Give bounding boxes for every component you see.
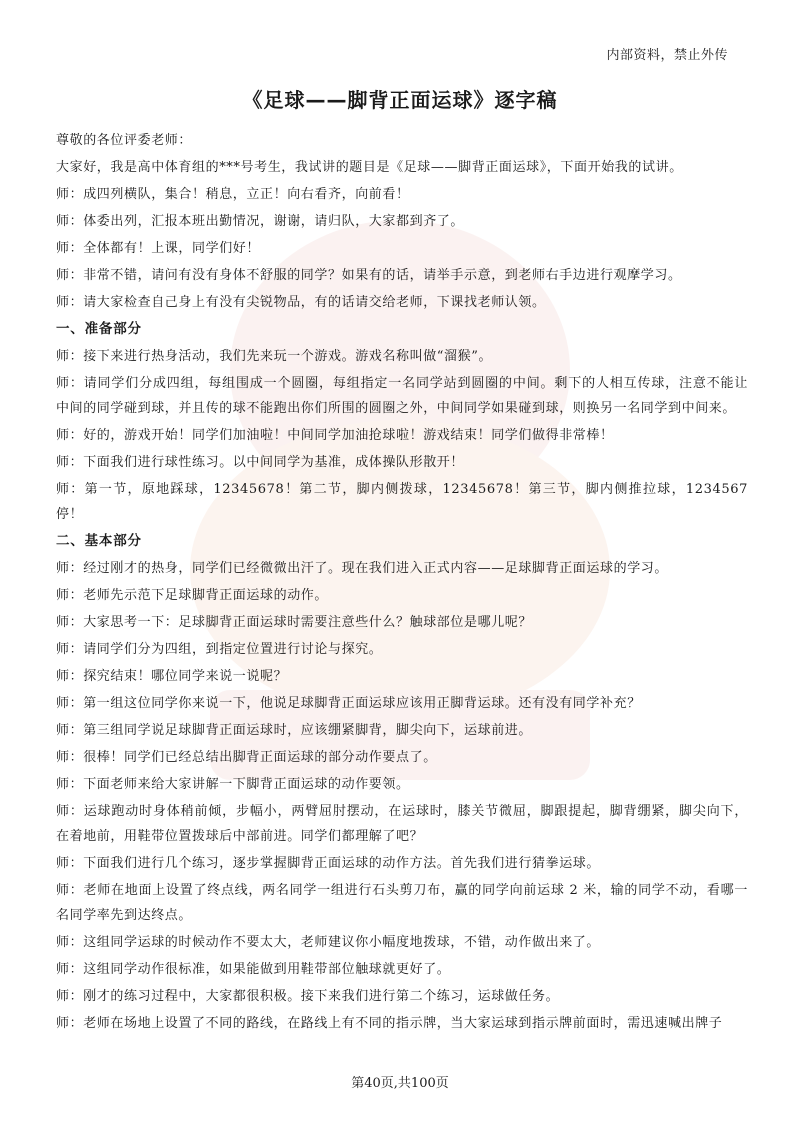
paragraph: 师：探究结束！哪位同学来说一说呢？ <box>56 669 288 684</box>
page-number: 第40页,共100页 <box>351 1076 449 1091</box>
paragraph: 师：大家思考一下：足球脚背正面运球时需要注意些什么？触球部位是哪儿呢？ <box>56 615 533 630</box>
paragraph: 师：刚才的练习过程中，大家都很积极。接下来我们进行第二个练习，运球做任务。 <box>56 989 560 1004</box>
paragraph: 师：老师在地面上设置了终点线，两名同学一组进行石头剪刀布，赢的同学向前运球 2 米，输的同学不动，看哪一名同学率先到达终点。 <box>56 883 748 923</box>
paragraph: 师：下面我们进行几个练习，逐步掌握脚背正面运球的动作方法。首先我们进行猜拳运球。 <box>56 856 601 871</box>
paragraph: 师：非常不错，请问有没有身体不舒服的同学？如果有的话，请举手示意，到老师右手边进行观摩学习。 <box>56 268 682 283</box>
paragraph: 大家好，我是高中体育组的***号考生，我试讲的题目是《足球——脚背正面运球》，下面开始我的试讲。 <box>56 160 683 175</box>
paragraph: 师：这组同学动作很标准，如果能做到用鞋带部位触球就更好了。 <box>56 962 451 977</box>
paragraph: 师：请同学们分成四组，每组围成一个圆圈，每组指定一名同学站到圆圈的中间。剩下的人相互传球，注意不能让中间的同学碰到球，并且传的球不能跑出你们所围的圆圈之外，中间同学如果碰到球，则换另一名同学到中间来。 <box>56 376 748 416</box>
paragraph: 师：第一节，原地踩球，12345678！第二节，脚内侧拨球，12345678！第三节，脚内侧推拉球，1234567停！ <box>56 482 748 522</box>
paragraph: 师：下面老师来给大家讲解一下脚背正面运球的动作要领。 <box>56 777 410 792</box>
paragraph: 师：成四列横队，集合！稍息，立正！向右看齐，向前看！ <box>56 187 410 202</box>
paragraph: 师：接下来进行热身活动，我们先来玩一个游戏。游戏名称叫做“溜猴”。 <box>56 349 493 364</box>
paragraph: 师：老师在场地上设置了不同的路线，在路线上有不同的指示牌，当大家运球到指示牌前面时，需迅速喊出牌子 <box>56 1016 723 1031</box>
document-title: 《足球——脚背正面运球》逐字稿 <box>242 88 558 112</box>
section-heading: 二、基本部分 <box>56 533 142 549</box>
paragraph: 师：这组同学运球的时候动作不要太大，老师建议你小幅度地拨球，不错，动作做出来了。 <box>56 935 601 950</box>
section-heading: 一、准备部分 <box>56 321 142 337</box>
paragraph: 师：体委出列，汇报本班出勤情况，谢谢，请归队，大家都到齐了。 <box>56 214 465 229</box>
paragraph: 师：请同学们分为四组，到指定位置进行讨论与探究。 <box>56 642 383 657</box>
paragraph: 师：好的，游戏开始！同学们加油啦！中间同学加油抢球啦！游戏结束！同学们做得非常棒！ <box>56 428 614 443</box>
paragraph: 师：请大家检查自己身上有没有尖锐物品，有的话请交给老师，下课找老师认领。 <box>56 295 546 310</box>
document-body <box>56 128 748 1038</box>
paragraph: 师：全体都有！上课，同学们好！ <box>56 241 261 256</box>
paragraph: 师：经过刚才的热身，同学们已经微微出汗了。现在我们进入正式内容——足球脚背正面运球的学习。 <box>56 561 669 576</box>
paragraph: 师：很棒！同学们已经总结出脚背正面运球的部分动作要点了。 <box>56 750 437 765</box>
paragraph: 师：第三组同学说足球脚背正面运球时，应该绷紧脚背，脚尖向下，运球前进。 <box>56 723 533 738</box>
paragraph: 师：第一组这位同学你来说一下，他说足球脚背正面运球应该用正脚背运球。还有没有同学补充？ <box>56 696 641 711</box>
paragraph: 尊敬的各位评委老师： <box>56 133 193 148</box>
paragraph: 师：老师先示范下足球脚背正面运球的动作。 <box>56 588 329 603</box>
paragraph: 师：运球跑动时身体稍前倾，步幅小，两臂屈肘摆动，在运球时，膝关节微屈，脚跟提起，脚背绷紧，脚尖向下，在着地前，用鞋带位置拨球后中部前进。同学们都理解了吧？ <box>56 804 748 844</box>
paragraph: 师：下面我们进行球性练习。以中间同学为基准，成体操队形散开！ <box>56 455 465 470</box>
confidential-note: 内部资料，禁止外传 <box>606 48 728 63</box>
